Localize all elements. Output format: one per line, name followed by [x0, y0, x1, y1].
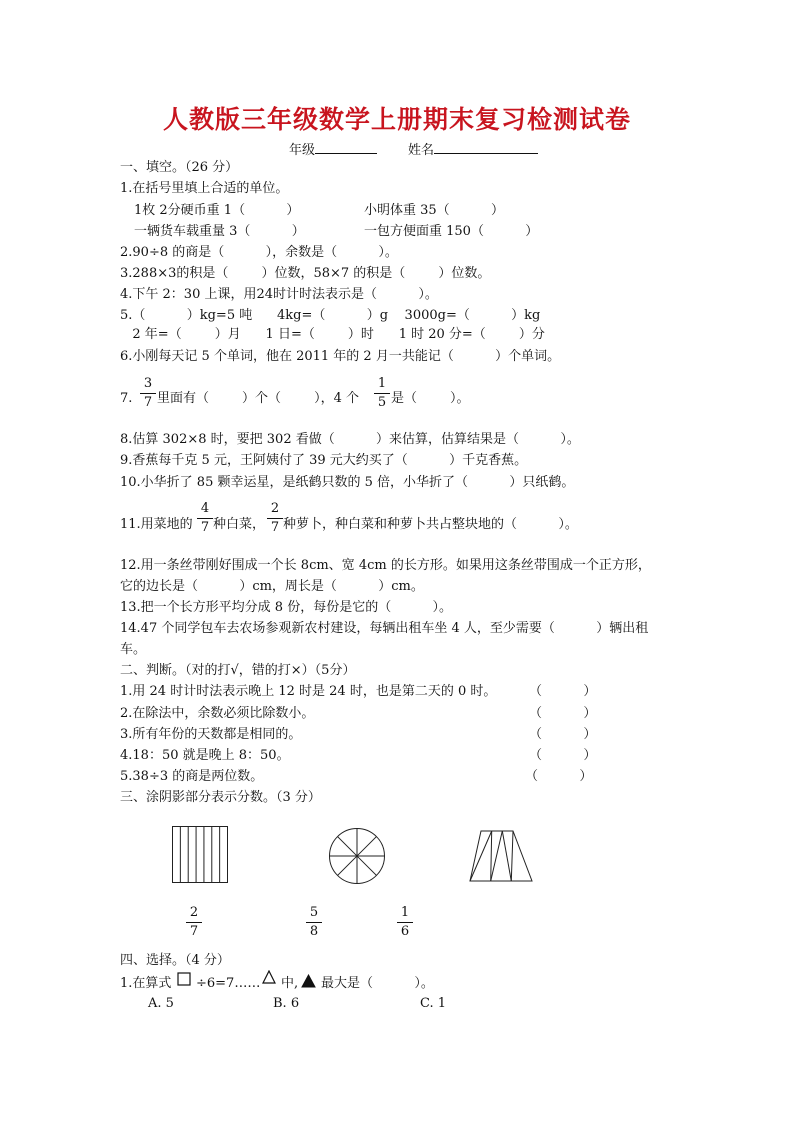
frac-numerator: 5	[309, 905, 319, 920]
fraction-shade-2-7	[186, 906, 202, 939]
frac-numerator: 1	[400, 905, 410, 920]
fill-q11-prefix: 11.用菜地的	[120, 517, 193, 532]
section-fill-heading: 一、填空。（26 分）	[120, 160, 239, 175]
frac-denominator: 7	[270, 520, 280, 535]
judge-item-3: 3.所有年份的天数都是相同的。	[120, 727, 302, 742]
judge-item-2: 2.在除法中，余数必须比除数小。	[120, 706, 315, 721]
fraction-bar	[267, 518, 283, 519]
section-choice-heading: 四、选择。（4 分）	[120, 953, 230, 968]
choice-q1-prefix: 1.在算式	[120, 976, 172, 991]
fill-q14b: 车。	[120, 642, 147, 657]
choice-q1-end: 最大是（ ）。	[321, 976, 434, 991]
frac-numerator: 4	[200, 501, 210, 516]
fraction-bar	[374, 393, 390, 394]
fraction-bar	[140, 393, 156, 394]
square-icon	[177, 972, 191, 986]
fill-q2: 2.90÷8 的商是（ ），余数是（ ）。	[120, 245, 398, 260]
fraction-2-7	[267, 502, 283, 535]
fraction-bar	[197, 518, 213, 519]
fill-q6: 6.小刚每天记 5 个单词，他在 2011 年的 2 月一共能记（ ）个单词。	[120, 349, 561, 364]
judge-item-4: 4.18：50 就是晚上 8：50。	[120, 748, 290, 763]
fraction-shade-1-6	[397, 906, 413, 939]
fraction-shade-5-8	[306, 906, 322, 939]
fraction-bar	[186, 922, 202, 923]
fill-q4: 4.下午 2：30 上课，用24时计时法表示是（ ）。	[120, 287, 438, 302]
fill-q12b: 它的边长是（ ）cm，周长是（ ）cm。	[120, 579, 424, 594]
frac-denominator: 8	[309, 924, 319, 939]
fill-q14a: 14.47 个同学包车去农场参观新农村建设，每辆出租车坐 4 人，至少需要（ ）辆出租	[120, 621, 649, 636]
frac-denominator: 6	[400, 924, 410, 939]
fill-q1a: 1枚 2分硬币重 1（ ）	[134, 203, 300, 218]
fraction-1-5	[374, 377, 390, 410]
fraction-bar	[397, 922, 413, 923]
judge-item-5: 5.38÷3 的商是两位数。	[120, 769, 264, 784]
judge-paren-3: （ ）	[529, 727, 597, 742]
fill-q1: 1.在括号里填上合适的单位。	[120, 181, 289, 196]
frac-denominator: 5	[377, 395, 387, 410]
fill-q11-middle: 种白菜，	[213, 517, 266, 532]
fill-q3: 3.288×3的积是（ ）位数，58×7 的积是（ ）位数。	[120, 266, 491, 281]
frac-numerator: 2	[270, 501, 280, 516]
triangle-outline-icon	[262, 970, 276, 984]
fill-q9: 9.香蕉每千克 5 元，王阿姨付了 39 元大约买了（ ）千克香蕉。	[120, 453, 528, 468]
choice-q1-middle: ÷6=7……	[196, 976, 261, 991]
fraction-3-7	[140, 377, 156, 410]
judge-paren-4: （ ）	[529, 748, 597, 763]
grade-underline	[315, 142, 377, 154]
fill-q5a: 5.（ ）kg=5 吨 4kg=（ ）g 3000g=（ ）kg	[120, 308, 541, 323]
choice-q1-middle2: 中,	[281, 976, 299, 991]
section-shade-heading: 三、涂阴影部分表示分数。（3 分）	[120, 790, 321, 805]
fill-q5b: 2 年=（ ）月 1 日=（ ）时 1 时 20 分=（ ）分	[120, 327, 545, 342]
name-label: 姓名	[408, 143, 435, 158]
frac-denominator: 7	[200, 520, 210, 535]
frac-numerator: 1	[377, 376, 387, 391]
fill-q7-end: 是（ ）。	[391, 391, 470, 406]
choice-option-b: B. 6	[273, 996, 300, 1011]
choice-option-c: C. 1	[420, 996, 447, 1011]
fill-q8: 8.估算 302×8 时，要把 302 看做（ ）来估算，估算结果是（ ）。	[120, 432, 580, 447]
page-title: 人教版三年级数学上册期末复习检测试卷	[162, 105, 631, 134]
frac-denominator: 7	[189, 924, 199, 939]
fraction-bar	[306, 922, 322, 923]
name-underline	[434, 142, 538, 154]
fill-q7-middle: 里面有（ ）个（ ），4 个	[157, 391, 360, 406]
fill-q13: 13.把一个长方形平均分成 8 份，每份是它的（ ）。	[120, 600, 453, 615]
choice-option-a: A. 5	[148, 996, 174, 1011]
fill-q12a: 12.用一条丝带刚好围成一个长 8cm、宽 4cm 的长方形。如果用这条丝带围成一个正方形，	[120, 558, 651, 573]
circle-eighths-figure	[328, 827, 386, 885]
fill-q1c: 一辆货车载重量 3（ ）	[134, 224, 305, 239]
fraction-4-7	[197, 502, 213, 535]
trapezoid-sixths-figure	[469, 830, 533, 882]
fill-q7-prefix: 7.	[120, 391, 133, 406]
judge-paren-5: （ ）	[525, 769, 593, 784]
section-judge-heading: 二、判断。（对的打√，错的打×）（5分）	[120, 663, 356, 678]
name-field	[408, 139, 538, 158]
fill-q1b: 小明体重 35（ ）	[364, 203, 504, 218]
rectangle-sevenths-figure	[172, 826, 228, 883]
fill-q11-end: 种萝卜，种白菜和种萝卜共占整块地的（ ）。	[283, 517, 578, 532]
fill-q10: 10.小华折了 85 颗幸运星，是纸鹤只数的 5 倍，小华折了（ ）只纸鹤。	[120, 475, 575, 490]
grade-label: 年级	[289, 143, 316, 158]
fill-q1d: 一包方便面重 150（ ）	[364, 224, 539, 239]
frac-numerator: 2	[189, 905, 199, 920]
frac-denominator: 7	[143, 395, 153, 410]
triangle-filled-icon	[301, 974, 316, 988]
judge-paren-2: （ ）	[529, 706, 597, 721]
judge-item-1: 1.用 24 时计时法表示晚上 12 时是 24 时，也是第二天的 0 时。	[120, 684, 497, 699]
judge-paren-1: （ ）	[529, 684, 597, 699]
frac-numerator: 3	[143, 376, 153, 391]
grade-field	[289, 139, 377, 158]
